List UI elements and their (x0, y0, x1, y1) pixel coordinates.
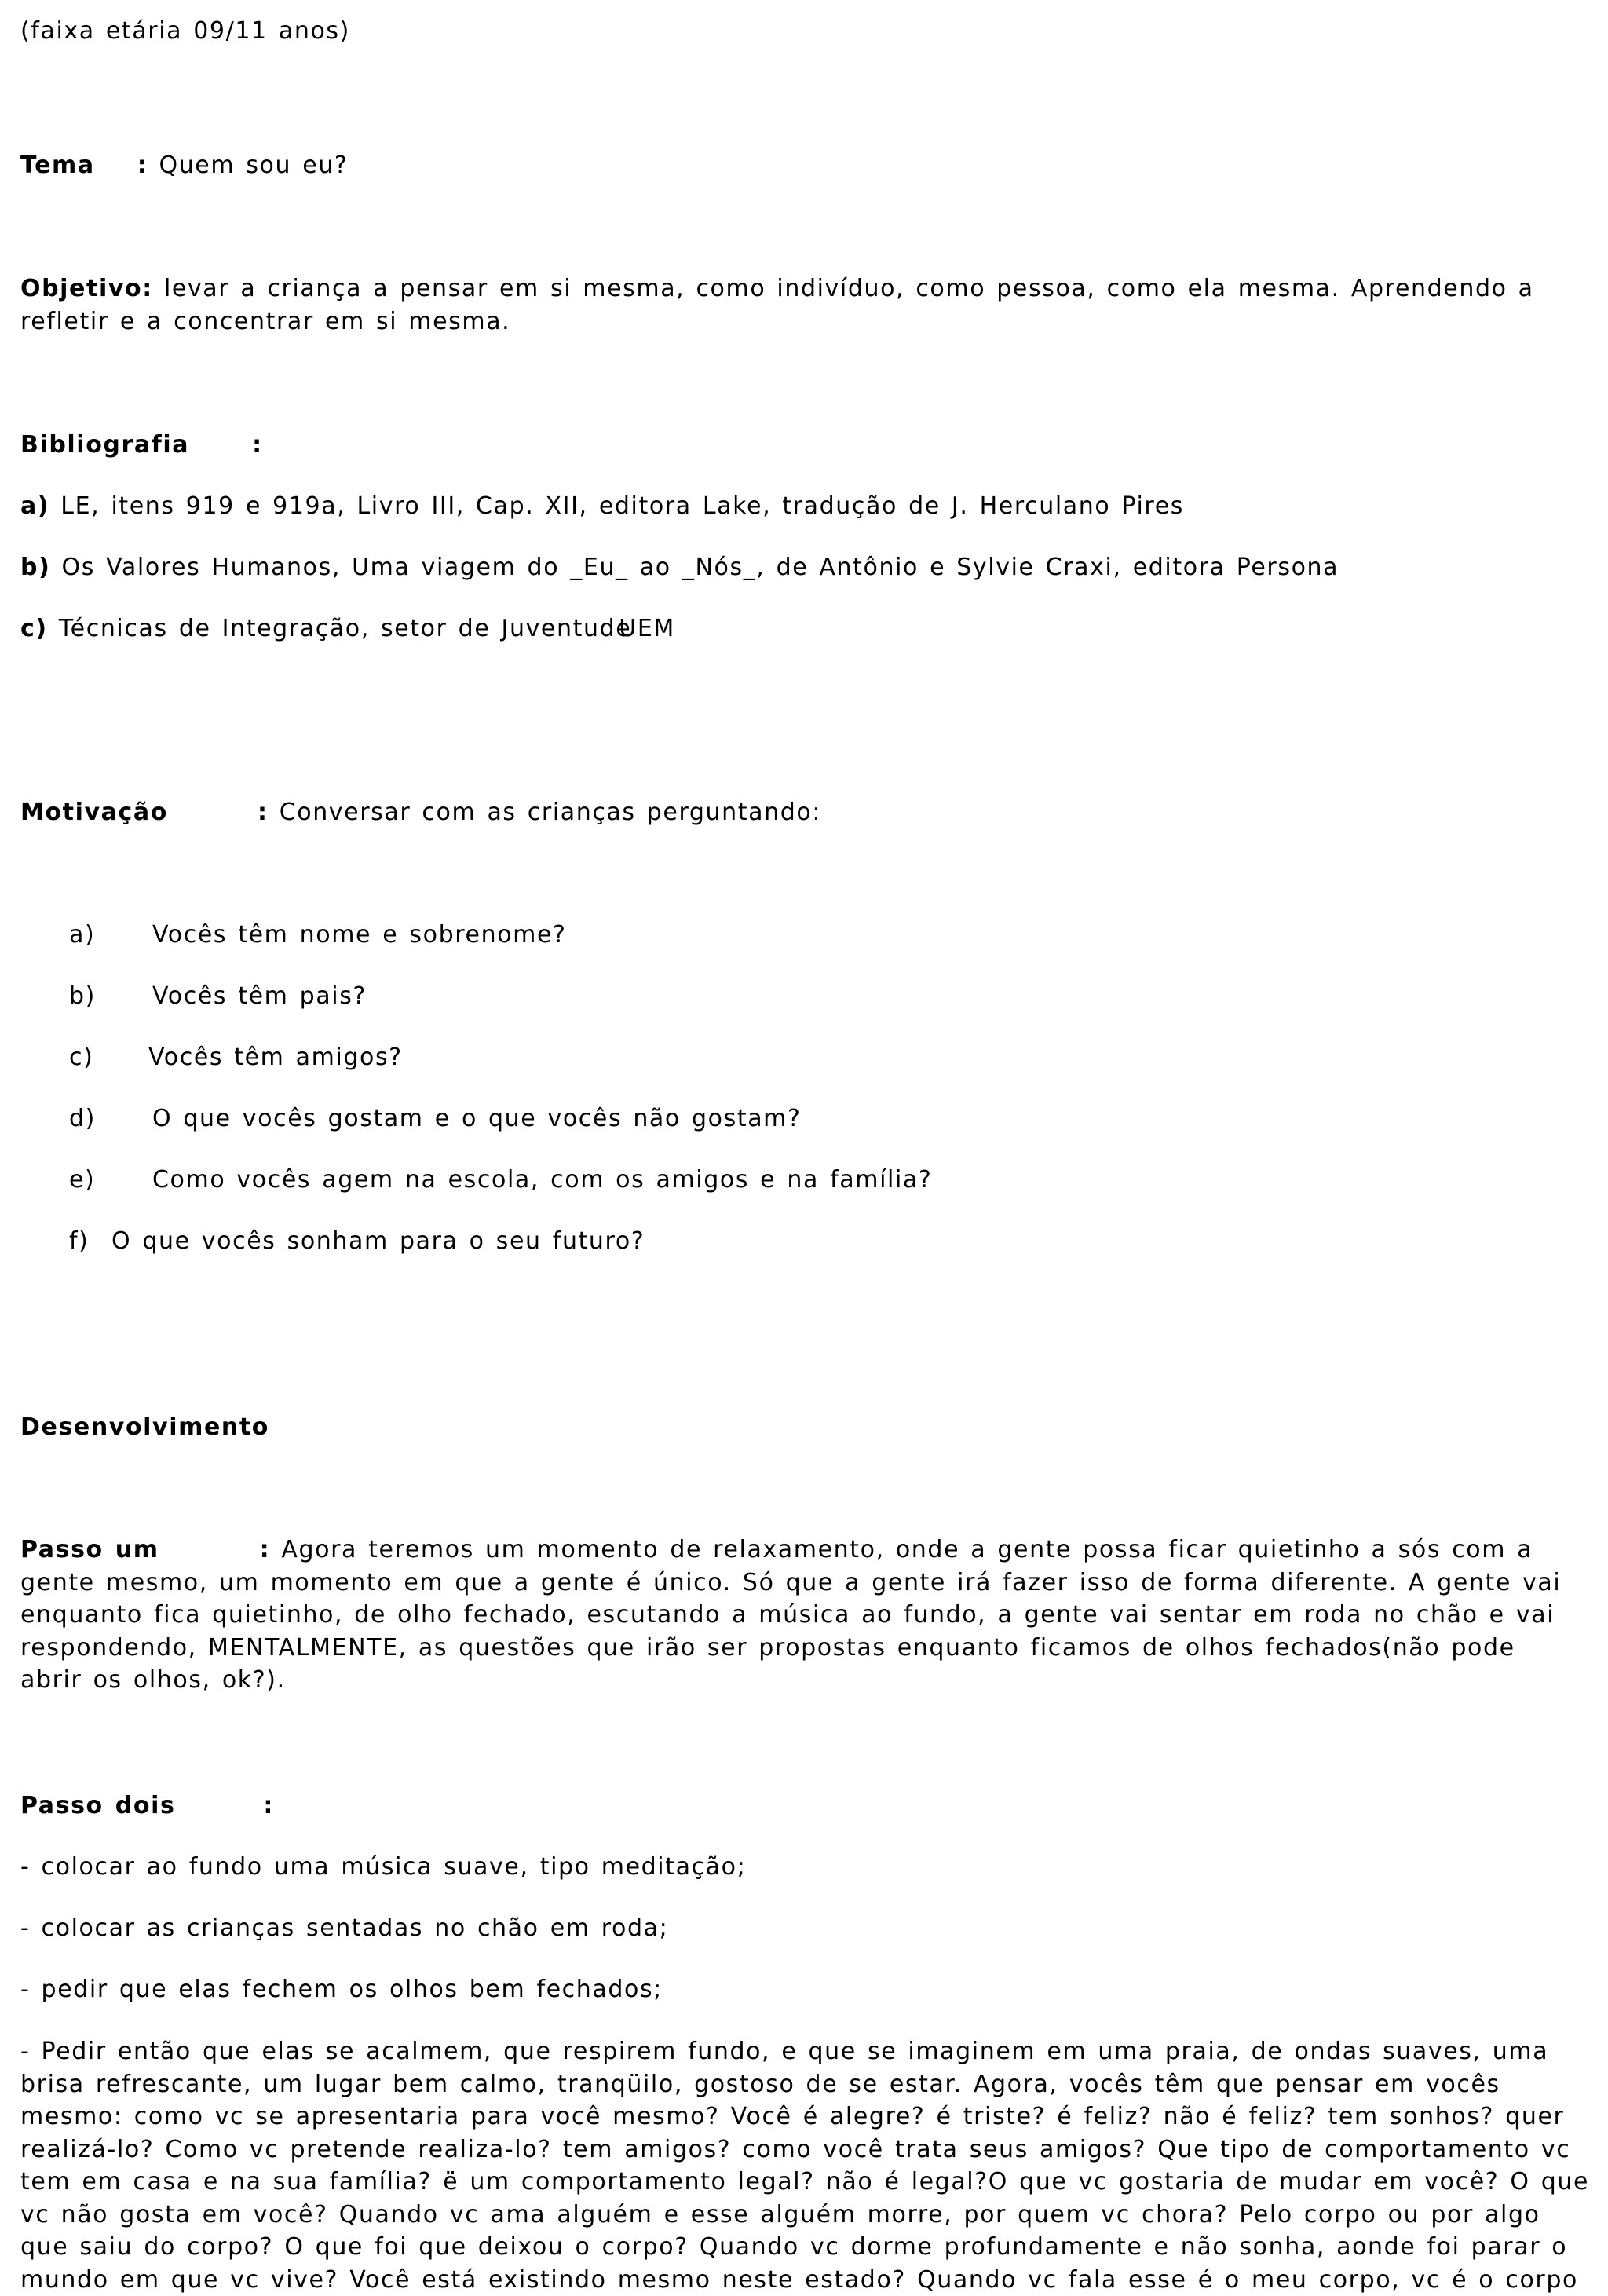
question-marker: e) (69, 1164, 152, 1196)
bibliografia-item-suffix: UEM (619, 615, 675, 642)
objetivo-line-2: refletir e a concentrar em si mesma. (20, 305, 1586, 338)
age-range-text: (faixa etária 09/11 anos) (20, 16, 350, 47)
passo-dois-long-line: que saiu do corpo? O que foi que deixou o corpo? Quando vc dorme profundamente e não sonha, aonde foi parar o (20, 2231, 1586, 2264)
bibliografia-item-marker: a) (20, 492, 49, 520)
passo-um-line: enquanto fica quietinho, de olho fechado, escutando a música ao fundo, a gente vai sentar em roda no chão e vai (20, 1599, 1586, 1632)
passo-dois-colon: : (263, 1790, 274, 1822)
motivacao-label: Motivação (20, 799, 168, 826)
tema-section (20, 150, 348, 181)
question-text: O que vocês gostam e o que vocês não gostam? (152, 1105, 802, 1132)
passo-dois-long-line: realizá-lo? Como vc pretende realiza-lo? tem amigos? como você trata seus amigos? Que tipo de comportamento vc (20, 2133, 1586, 2166)
question-marker: b) (69, 981, 152, 1012)
desenvolvimento-heading: Desenvolvimento (20, 1412, 269, 1443)
passo-dois-item: - pedir que elas fechem os olhos bem fechados; (20, 1974, 663, 2005)
passo-dois-long-line: mundo em que vc vive? Você está existindo mesmo neste estado? Quando vc fala esse é o meu corpo, vc é o corpo (20, 2264, 1586, 2296)
passo-dois-long-line: brisa refrescante, um lugar bem calmo, tranqüilo, gostoso de se estar. Agora, vocês têm que pensar em vocês (20, 2068, 1586, 2101)
bibliografia-item (20, 491, 1184, 522)
objetivo-section (20, 272, 1586, 338)
question-item (69, 1042, 403, 1073)
question-marker: a) (69, 919, 152, 951)
bibliografia-item (20, 613, 675, 645)
passo-dois-item: - colocar as crianças sentadas no chão em roda; (20, 1913, 668, 1944)
question-text: Vocês têm nome e sobrenome? (152, 921, 567, 949)
tema-colon: : (137, 150, 148, 181)
passo-dois-heading (20, 1790, 274, 1822)
question-item (69, 1226, 645, 1257)
motivacao-value: Conversar com as crianças perguntando: (280, 799, 821, 826)
passo-dois-long-line: mesmo: como vc se apresentaria para você mesmo? Você é alegre? é triste? é feliz? não é feliz? tem sonhos? quer (20, 2100, 1586, 2133)
passo-um-line: Agora teremos um momento de relaxamento, onde a gente possa ficar quietinho a sós com a (281, 1536, 1533, 1563)
tema-label: Tema (20, 152, 95, 179)
bibliografia-item-text: Os Valores Humanos, Uma viagem do _Eu_ ao _Nós_, de Antônio e Sylvie Craxi, editora Persona (62, 554, 1339, 581)
question-text: Como vocês agem na escola, com os amigos e na família? (152, 1166, 932, 1194)
objetivo-line-1: levar a criança a pensar em si mesma, como indivíduo, como pessoa, como ela mesma. Aprendendo a (164, 275, 1534, 302)
question-item (69, 1164, 932, 1196)
passo-um-label: Passo um (20, 1536, 159, 1563)
question-text: Vocês têm amigos? (148, 1044, 403, 1071)
tema-value: Quem sou eu? (159, 152, 348, 179)
passo-um-colon: : (260, 1534, 271, 1567)
bibliografia-label: Bibliografia (20, 431, 189, 459)
bibliografia-colon: : (252, 430, 263, 461)
question-item (69, 981, 367, 1012)
bibliografia-heading (20, 430, 263, 461)
bibliografia-item-marker: b) (20, 554, 50, 581)
question-marker: d) (69, 1103, 152, 1135)
objetivo-label: Objetivo: (20, 275, 153, 302)
motivacao-colon: : (258, 797, 269, 828)
passo-dois-item: - colocar ao fundo uma música suave, tipo meditação; (20, 1852, 746, 1883)
passo-dois-long-line: vc não gosta em você? Quando vc ama alguém e esse alguém morre, por quem vc chora? Pelo corpo ou por algo (20, 2199, 1586, 2232)
motivacao-section (20, 797, 821, 828)
bibliografia-item-marker: c) (20, 615, 48, 642)
question-item (69, 1103, 802, 1135)
question-text: Vocês têm pais? (152, 982, 367, 1010)
question-item (69, 919, 567, 951)
passo-um-line: respondendo, MENTALMENTE, as questões que irão ser propostas enquanto ficamos de olhos fechados(não pode (20, 1632, 1586, 1665)
passo-um-section (20, 1534, 1586, 1697)
bibliografia-item-text: LE, itens 919 e 919a, Livro III, Cap. XII, editora Lake, tradução de J. Herculano Pires (60, 492, 1184, 520)
passo-dois-label: Passo dois (20, 1792, 175, 1819)
bibliografia-item-text: Técnicas de Integração, setor de Juventude (59, 615, 631, 642)
question-marker: f) (69, 1226, 111, 1257)
passo-dois-long-line: - Pedir então que elas se acalmem, que respirem fundo, e que se imaginem em uma praia, de ondas suaves, uma (20, 2035, 1586, 2068)
question-text: O que vocês sonham para o seu futuro? (111, 1227, 645, 1255)
passo-dois-long-line: tem em casa e na sua família? ë um comportamento legal? não é legal?O que vc gostaria de mudar em você? O que (20, 2166, 1586, 2199)
passo-um-line: gente mesmo, um momento em que a gente é único. Só que a gente irá fazer isso de forma diferente. A gente vai (20, 1567, 1586, 1600)
bibliografia-item (20, 552, 1339, 583)
passo-dois-long-item (20, 2035, 1586, 2296)
passo-um-line: abrir os olhos, ok?). (20, 1664, 1586, 1697)
question-marker: c) (69, 1042, 148, 1073)
